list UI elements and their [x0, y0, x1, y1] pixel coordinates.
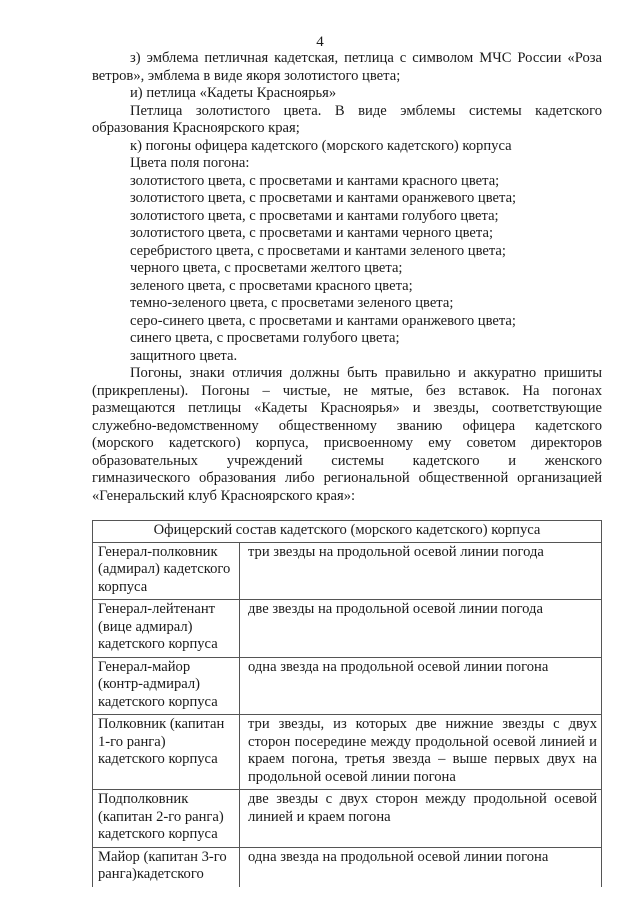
insignia-cell: три звезды на продольной осевой линии погода — [240, 542, 602, 600]
color-item: синего цвета, с просветами голубого цвета; — [130, 330, 400, 346]
insignia-cell: две звезды с двух сторон между продольной осевой линией и краем погона — [240, 790, 602, 848]
table-row — [93, 847, 602, 887]
paragraph-shoulder-boards: к) погоны офицера кадетского (морского кадетского) корпуса — [130, 137, 512, 154]
table-row — [93, 715, 602, 790]
paragraph-shoulder-board-rules — [92, 365, 602, 505]
paragraph-line: гимназического образования либо региональной общественной организацией — [92, 470, 602, 486]
color-item: защитного цвета. — [130, 347, 238, 364]
table-row — [93, 542, 602, 600]
document-body — [92, 50, 602, 505]
paragraph-line: размещаются петлицы «Кадеты Красноярья» и звезды, соответствующие — [92, 400, 602, 416]
paragraph-line: (морского кадетского) корпуса, присвоенному ему советом директоров — [92, 435, 602, 451]
table-row — [93, 657, 602, 715]
rank-cell: Майор (капитан 3-го ранга)кадетского — [93, 847, 240, 887]
color-item: серо-синего цвета, с просветами и кантами оранжевого цвета; — [130, 312, 516, 329]
paragraph-collar-tab: и) петлица «Кадеты Красноярья» — [130, 85, 337, 101]
paragraph-line: служебно-ведомственному общественному званию офицера кадетского — [92, 417, 602, 434]
rank-cell: Генерал-полковник (адмирал) кадетского корпуса — [93, 542, 240, 600]
rank-cell: Генерал-лейтенант (вице адмирал) кадетского корпуса — [93, 600, 240, 658]
colors-heading: Цвета поля погона: — [130, 155, 250, 171]
color-item: зеленого цвета, с просветами красного цвета; — [130, 277, 413, 294]
insignia-cell: три звезды, из которых две нижние звезды с двух сторон посередине между продольной осевой линией и краем погона, третья звезда – выше первых двух на продольной осевой линии погона — [240, 715, 602, 790]
rank-cell: Полковник (капитан 1-го ранга) кадетского корпуса — [93, 715, 240, 790]
officer-ranks-table — [92, 520, 602, 887]
paragraph-line: Погоны, знаки отличия должны быть правильно и аккуратно пришиты — [130, 365, 602, 381]
table-row — [93, 790, 602, 848]
color-item: золотистого цвета, с просветами и кантами черного цвета; — [130, 225, 493, 241]
page-number: 4 — [316, 34, 324, 50]
table-row — [93, 600, 602, 658]
insignia-cell: одна звезда на продольной осевой линии погона — [240, 847, 602, 887]
paragraph-collar-tab-description: Петлица золотистого цвета. В виде эмблемы системы кадетского образования Красноярского края; — [92, 102, 602, 136]
rank-cell: Генерал-майор (контр-адмирал) кадетского корпуса — [93, 657, 240, 715]
insignia-cell: две звезды на продольной осевой линии погода — [240, 600, 602, 658]
color-item: золотистого цвета, с просветами и кантами голубого цвета; — [130, 207, 499, 224]
color-item: черного цвета, с просветами желтого цвета; — [130, 260, 403, 276]
table-header: Офицерский состав кадетского (морского кадетского) корпуса — [93, 521, 602, 543]
paragraph-emblem: з) эмблема петличная кадетская, петлица с символом МЧС России «Роза ветров», эмблема в виде якоря золотистого цвета; — [92, 50, 602, 84]
table-header-row — [93, 521, 602, 543]
paragraph-line: образовательных учреждений системы кадетского и женского — [92, 452, 602, 469]
paragraph-line: «Генеральский клуб Красноярского края»: — [92, 487, 356, 504]
color-item: золотистого цвета, с просветами и кантами оранжевого цвета; — [130, 190, 517, 206]
rank-cell: Подполковник (капитан 2-го ранга) кадетского корпуса — [93, 790, 240, 848]
color-item: темно-зеленого цвета, с просветами зеленого цвета; — [130, 295, 454, 311]
insignia-cell: одна звезда на продольной осевой линии погона — [240, 657, 602, 715]
color-item: золотистого цвета, с просветами и кантами красного цвета; — [130, 172, 500, 189]
color-item: серебристого цвета, с просветами и кантами зеленого цвета; — [130, 242, 506, 259]
paragraph-line: (прикреплены). Погоны – чистые, не мятые, без вставок. На погонах — [92, 382, 602, 399]
